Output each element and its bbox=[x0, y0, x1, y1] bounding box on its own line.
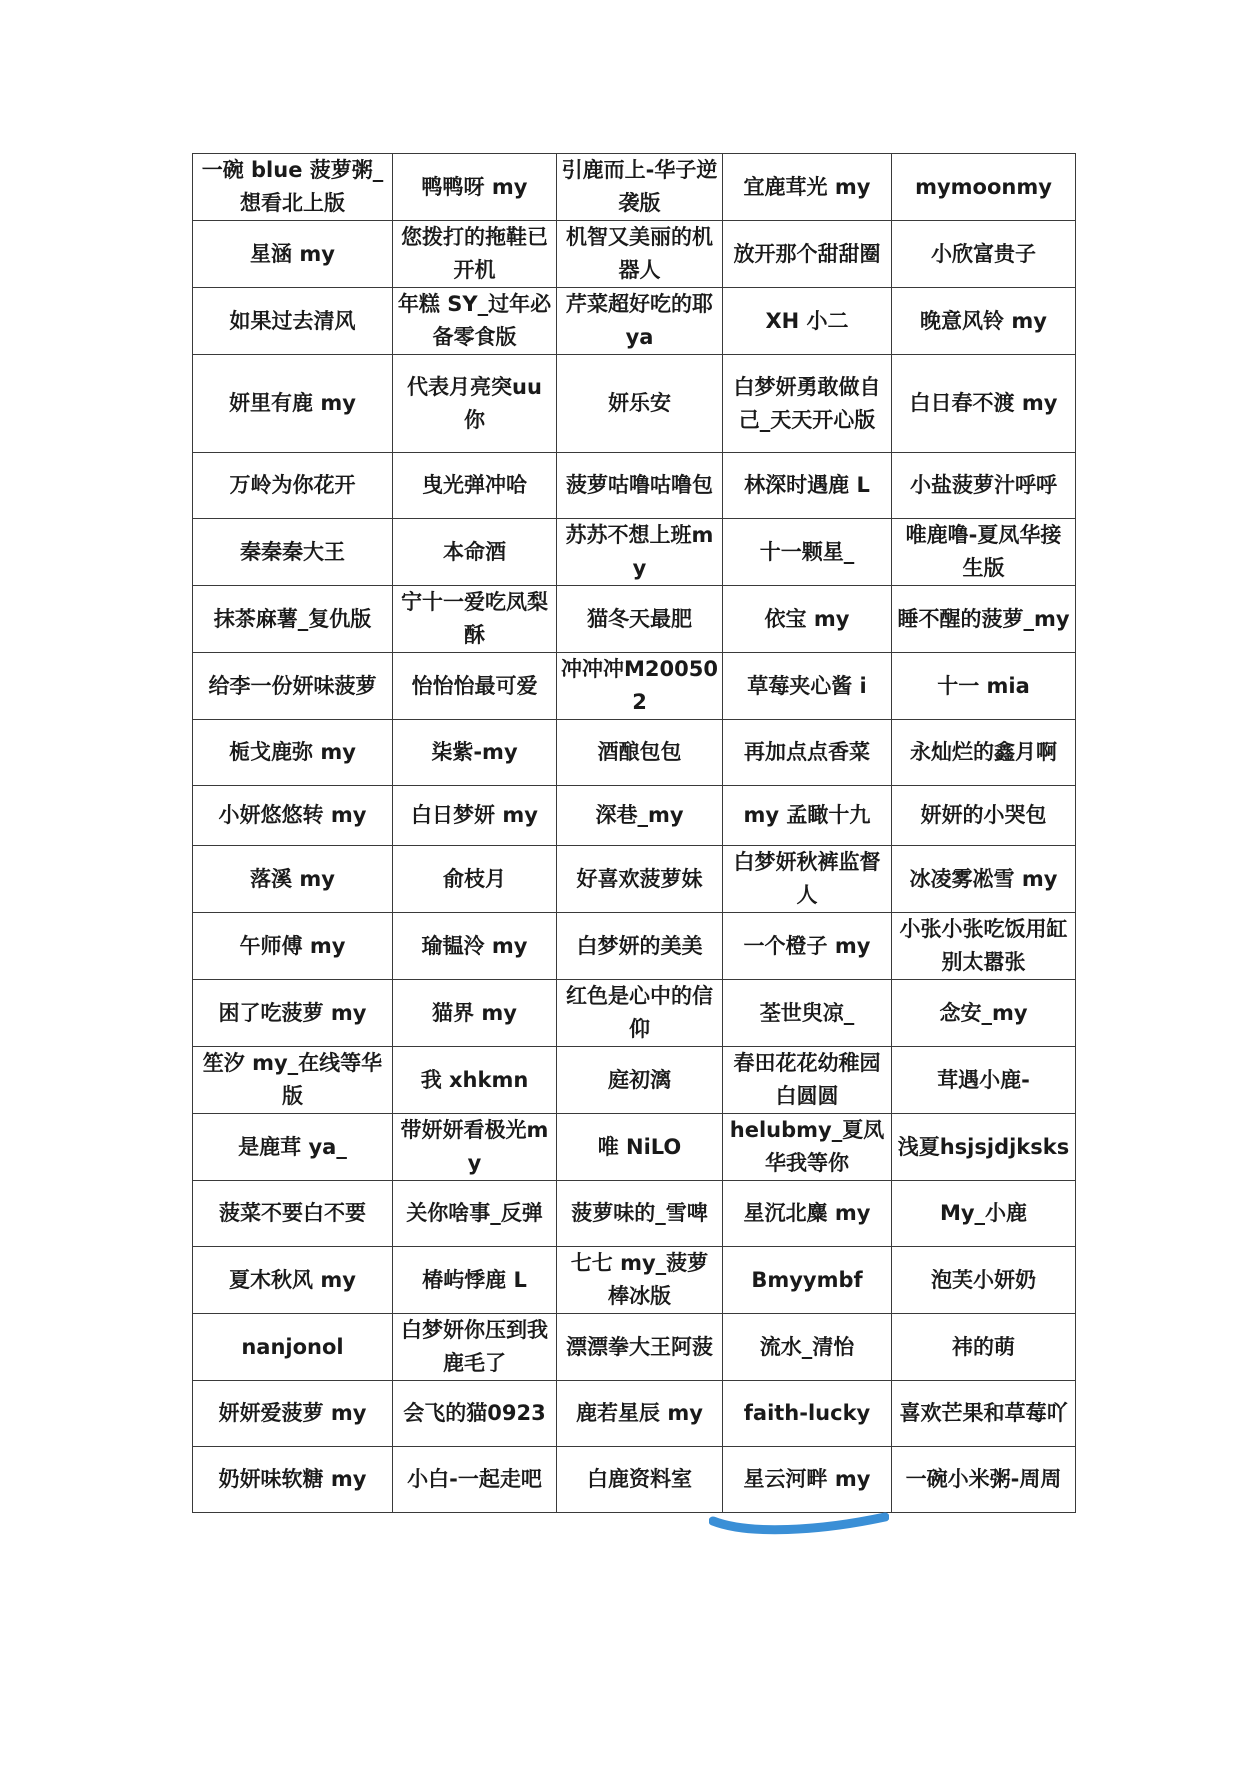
table-cell: 抹茶麻薯_复仇版 bbox=[193, 586, 393, 653]
table-cell: 星云河畔 my bbox=[723, 1447, 892, 1513]
table-cell: 秦秦秦大王 bbox=[193, 519, 393, 586]
table-cell: 永灿烂的鑫月啊 bbox=[892, 720, 1076, 786]
table-cell: 给李一份妍味菠萝 bbox=[193, 653, 393, 720]
table-cell: 林深时遇鹿 L bbox=[723, 453, 892, 519]
table-cell: 放开那个甜甜圈 bbox=[723, 221, 892, 288]
table-cell: 曳光弹冲哈 bbox=[393, 453, 557, 519]
table-cell: 喜欢芒果和草莓吖 bbox=[892, 1381, 1076, 1447]
table-row bbox=[193, 1381, 1076, 1447]
table-cell: 带妍妍看极光my bbox=[393, 1114, 557, 1181]
table-cell: 白日春不渡 my bbox=[892, 355, 1076, 453]
table-cell: 菠萝咕噜咕噜包 bbox=[557, 453, 723, 519]
table-row bbox=[193, 221, 1076, 288]
table-row bbox=[193, 453, 1076, 519]
table-cell: 怡怡怡最可爱 bbox=[393, 653, 557, 720]
table-row bbox=[193, 586, 1076, 653]
table-cell: 困了吃菠萝 my bbox=[193, 980, 393, 1047]
table-cell: 白鹿资料室 bbox=[557, 1447, 723, 1513]
table-cell: my 孟瞰十九 bbox=[723, 786, 892, 846]
table-cell: 小白-一起走吧 bbox=[393, 1447, 557, 1513]
table-cell: 庭初漓 bbox=[557, 1047, 723, 1114]
table-cell: 会飞的猫0923 bbox=[393, 1381, 557, 1447]
table-cell: 妍里有鹿 my bbox=[193, 355, 393, 453]
table-cell: 白梦妍的美美 bbox=[557, 913, 723, 980]
table-cell: 星涵 my bbox=[193, 221, 393, 288]
table-cell: 春田花花幼稚园白圆圆 bbox=[723, 1047, 892, 1114]
table-cell: 酒酿包包 bbox=[557, 720, 723, 786]
table-cell: 午师傅 my bbox=[193, 913, 393, 980]
highlight-underline bbox=[709, 1511, 889, 1541]
table-cell: 十一颗星_ bbox=[723, 519, 892, 586]
table-cell: 我 xhkmn bbox=[393, 1047, 557, 1114]
table-cell: 菠菜不要白不要 bbox=[193, 1181, 393, 1247]
table-cell: 妍妍的小哭包 bbox=[892, 786, 1076, 846]
table-cell: 星沉北麋 my bbox=[723, 1181, 892, 1247]
table-cell: 鸭鸭呀 my bbox=[393, 154, 557, 221]
table-cell: 好喜欢菠萝妹 bbox=[557, 846, 723, 913]
table-row bbox=[193, 1114, 1076, 1181]
table-cell: 菠萝味的_雪啤 bbox=[557, 1181, 723, 1247]
table-cell: 一碗小米粥-周周 bbox=[892, 1447, 1076, 1513]
table-cell: 是鹿茸 ya_ bbox=[193, 1114, 393, 1181]
table-cell: 猫界 my bbox=[393, 980, 557, 1047]
table-row bbox=[193, 355, 1076, 453]
table-cell: 妍乐安 bbox=[557, 355, 723, 453]
table-cell: 芹菜超好吃的耶 ya bbox=[557, 288, 723, 355]
table-cell: 宜鹿茸光 my bbox=[723, 154, 892, 221]
table-cell: 苏苏不想上班my bbox=[557, 519, 723, 586]
table-cell: 冲冲冲M200502 bbox=[557, 653, 723, 720]
table-cell: 柒紫-my bbox=[393, 720, 557, 786]
table-cell: 椿屿悸鹿 L bbox=[393, 1247, 557, 1314]
table-row bbox=[193, 1447, 1076, 1513]
table-cell: 唯鹿噜-夏凤华接生版 bbox=[892, 519, 1076, 586]
table-cell: 睡不醒的菠萝_my bbox=[892, 586, 1076, 653]
table-cell: 深巷_my bbox=[557, 786, 723, 846]
table-cell: 小妍悠悠转 my bbox=[193, 786, 393, 846]
table-row bbox=[193, 1181, 1076, 1247]
table-row bbox=[193, 1247, 1076, 1314]
table-cell: 祎的萌 bbox=[892, 1314, 1076, 1381]
table-cell: 白梦妍秋裤监督人 bbox=[723, 846, 892, 913]
table-row bbox=[193, 154, 1076, 221]
table-cell: 年糕 SY_过年必备零食版 bbox=[393, 288, 557, 355]
table-cell: 关你啥事_反弹 bbox=[393, 1181, 557, 1247]
table-cell: 引鹿而上-华子逆袭版 bbox=[557, 154, 723, 221]
table-cell: 白日梦妍 my bbox=[393, 786, 557, 846]
table-cell: 代表月亮突uu 你 bbox=[393, 355, 557, 453]
table-cell: 笙汐 my_在线等华版 bbox=[193, 1047, 393, 1114]
table-row bbox=[193, 786, 1076, 846]
table-cell: 猫冬天最肥 bbox=[557, 586, 723, 653]
table-cell: 本命酒 bbox=[393, 519, 557, 586]
table-cell: XH 小二 bbox=[723, 288, 892, 355]
table-cell: 浅夏hsjsjdjksks bbox=[892, 1114, 1076, 1181]
table-row bbox=[193, 653, 1076, 720]
table-cell: 宁十一爱吃凤梨酥 bbox=[393, 586, 557, 653]
table-row bbox=[193, 1314, 1076, 1381]
table-cell: 草莓夹心酱 i bbox=[723, 653, 892, 720]
names-table bbox=[192, 153, 1076, 1513]
table-cell: 您拨打的拖鞋已开机 bbox=[393, 221, 557, 288]
table-cell: 小欣富贵子 bbox=[892, 221, 1076, 288]
table-cell: 奶妍味软糖 my bbox=[193, 1447, 393, 1513]
table-cell: 十一 mia bbox=[892, 653, 1076, 720]
table-cell: mymoonmy bbox=[892, 154, 1076, 221]
table-cell: 冰凌雾凇雪 my bbox=[892, 846, 1076, 913]
table-row bbox=[193, 519, 1076, 586]
table-cell: 如果过去清风 bbox=[193, 288, 393, 355]
table-cell: 一碗 blue 菠萝粥_想看北上版 bbox=[193, 154, 393, 221]
table-cell: 七七 my_菠萝棒冰版 bbox=[557, 1247, 723, 1314]
table-row bbox=[193, 720, 1076, 786]
table-cell: 红色是心中的信仰 bbox=[557, 980, 723, 1047]
table-cell: 妍妍爱菠萝 my bbox=[193, 1381, 393, 1447]
table-cell: helubmy_夏凤华我等你 bbox=[723, 1114, 892, 1181]
table-cell: 俞枝月 bbox=[393, 846, 557, 913]
table-row bbox=[193, 913, 1076, 980]
table-cell: 泡芙小妍奶 bbox=[892, 1247, 1076, 1314]
table-cell: 晚意风铃 my bbox=[892, 288, 1076, 355]
table-row bbox=[193, 1047, 1076, 1114]
table-cell: 依宝 my bbox=[723, 586, 892, 653]
table-row bbox=[193, 846, 1076, 913]
table-cell: 漂漂拳大王阿菠 bbox=[557, 1314, 723, 1381]
table-cell: nanjonol bbox=[193, 1314, 393, 1381]
table-cell: 茸遇小鹿- bbox=[892, 1047, 1076, 1114]
table-cell: 机智又美丽的机器人 bbox=[557, 221, 723, 288]
table-cell: 万岭为你花开 bbox=[193, 453, 393, 519]
table-cell: 唯 NiLO bbox=[557, 1114, 723, 1181]
table-cell: 白梦妍勇敢做自己_天天开心版 bbox=[723, 355, 892, 453]
table-cell: 小张小张吃饭用缸别太嚣张 bbox=[892, 913, 1076, 980]
table-cell: 夏木秋风 my bbox=[193, 1247, 393, 1314]
table-cell: faith-lucky bbox=[723, 1381, 892, 1447]
table-cell: 念安_my bbox=[892, 980, 1076, 1047]
table-cell: 荃世臾凉_ bbox=[723, 980, 892, 1047]
table-cell: My_小鹿 bbox=[892, 1181, 1076, 1247]
table-cell: 栀戈鹿弥 my bbox=[193, 720, 393, 786]
table-cell: 一个橙子 my bbox=[723, 913, 892, 980]
names-table-body bbox=[193, 154, 1076, 1513]
table-cell: 落溪 my bbox=[193, 846, 393, 913]
table-cell: 鹿若星辰 my bbox=[557, 1381, 723, 1447]
table-cell: 白梦妍你压到我鹿毛了 bbox=[393, 1314, 557, 1381]
table-row bbox=[193, 288, 1076, 355]
table-cell: 再加点点香菜 bbox=[723, 720, 892, 786]
table-cell: 瑜韫泠 my bbox=[393, 913, 557, 980]
table-cell: Bmyymbf bbox=[723, 1247, 892, 1314]
table-row bbox=[193, 980, 1076, 1047]
table-cell: 小盐菠萝汁呼呼 bbox=[892, 453, 1076, 519]
table-cell: 流水_清怡 bbox=[723, 1314, 892, 1381]
